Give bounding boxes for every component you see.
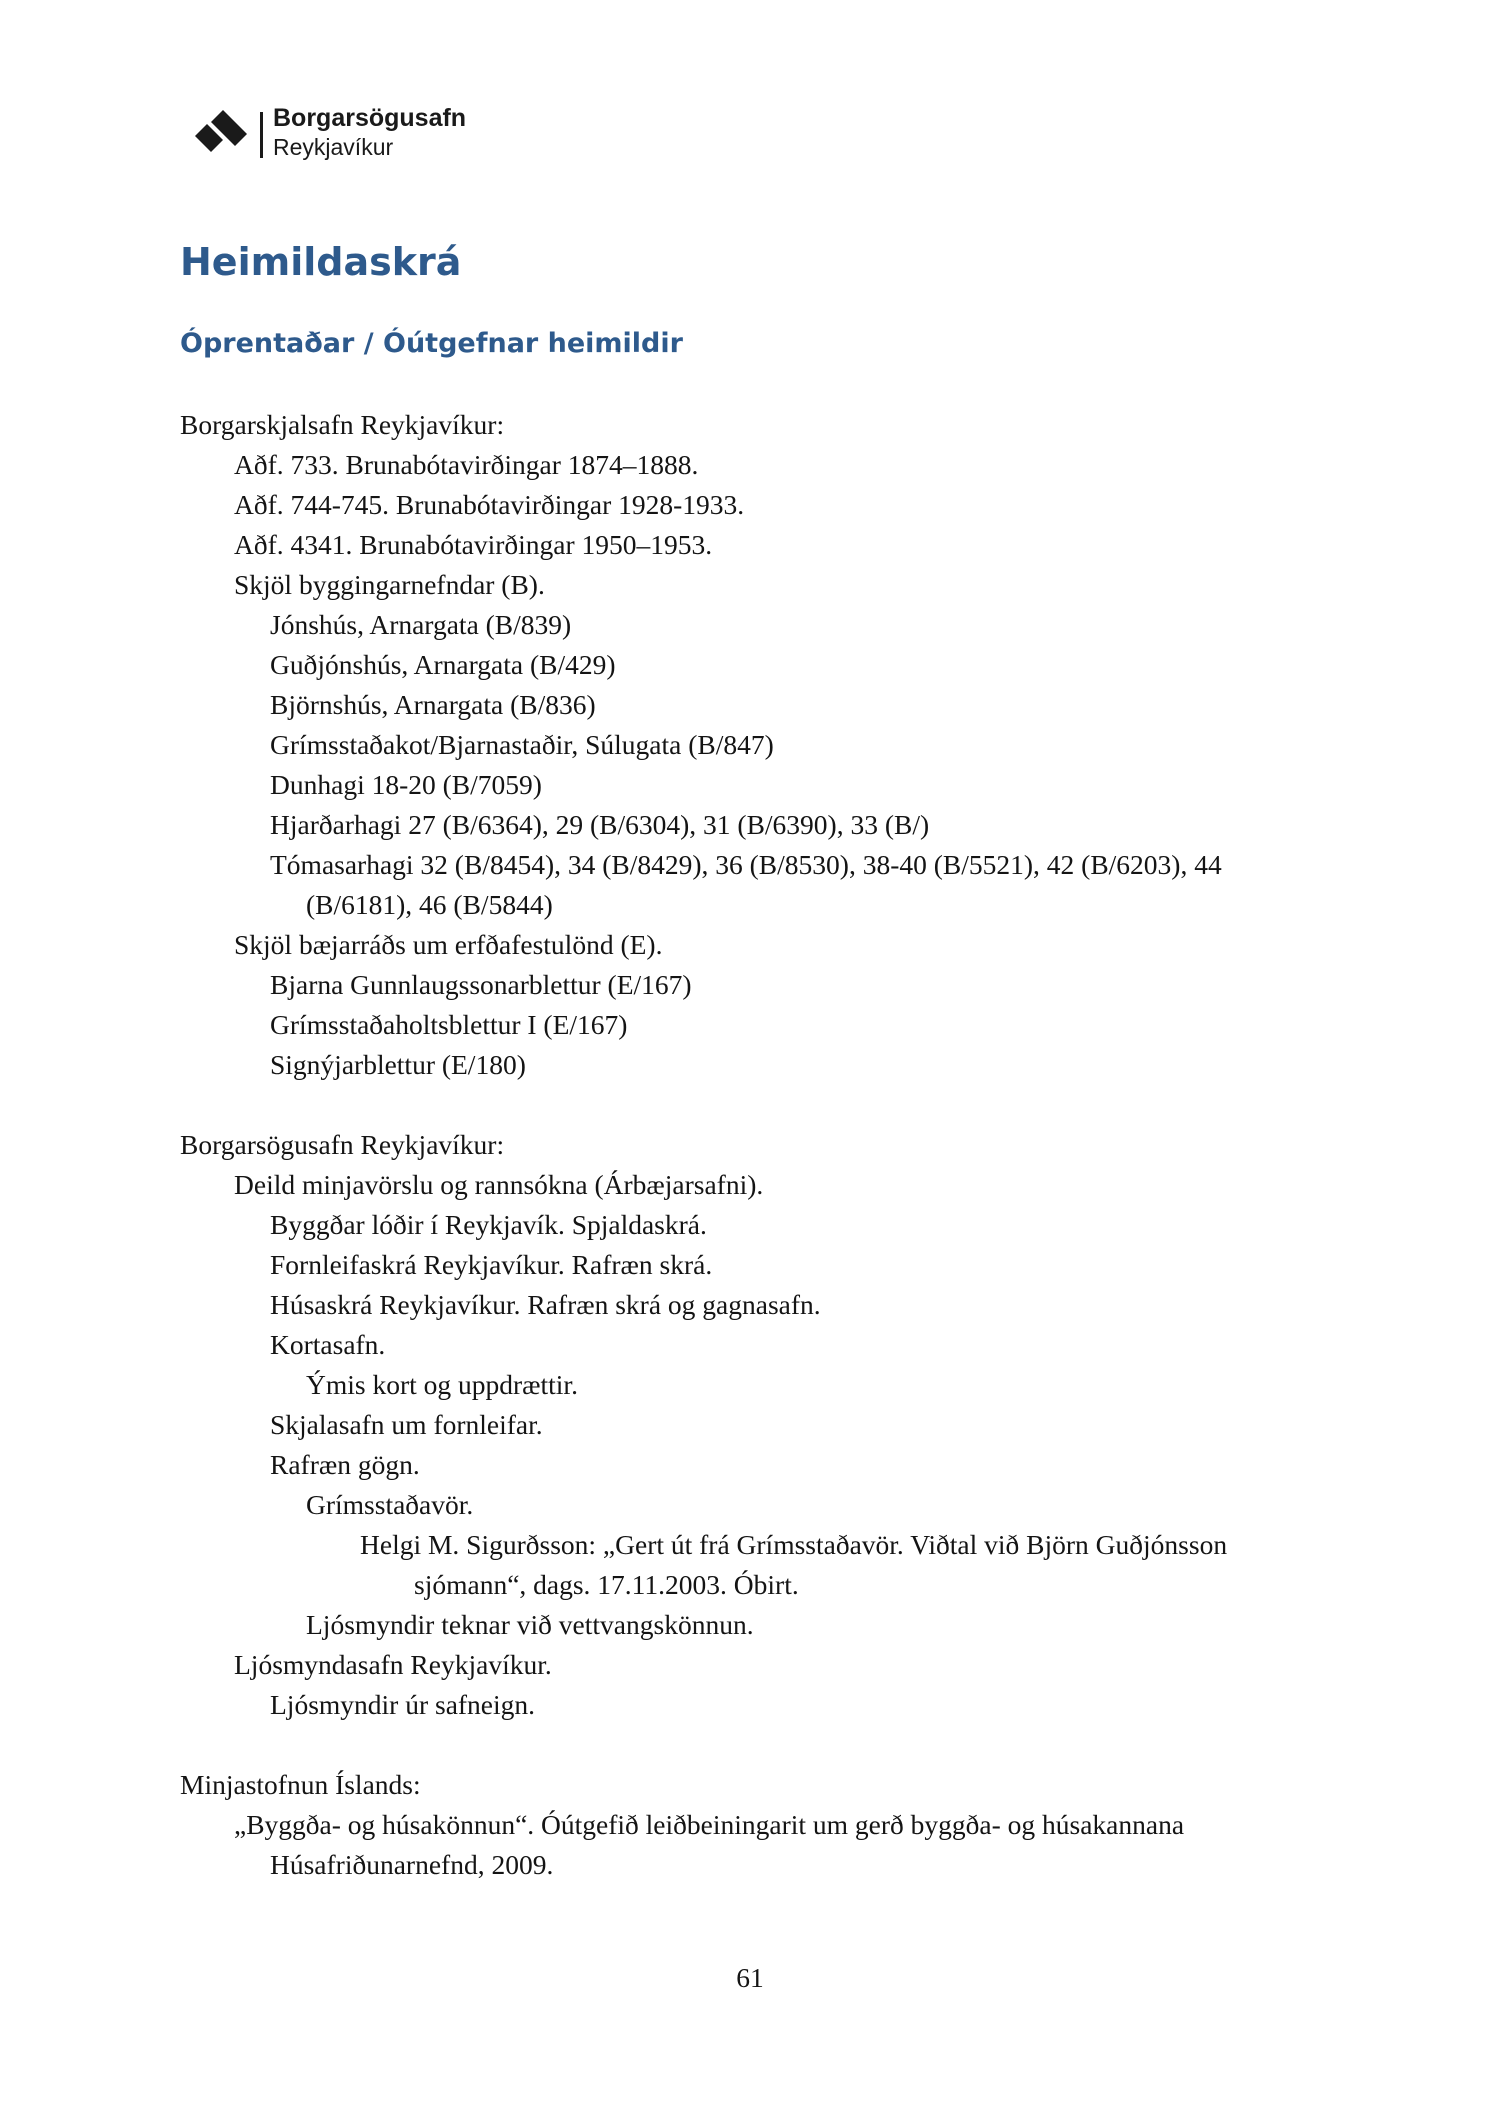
page-number: 61 <box>736 1962 764 1993</box>
entry-line: Skjöl byggingarnefndar (B). <box>234 569 545 600</box>
entry-line: Byggðar lóðir í Reykjavík. Spjaldaskrá. <box>270 1209 707 1240</box>
source-heading: Borgarsögusafn Reykjavíkur: <box>180 1129 505 1160</box>
entry-line: Helgi M. Sigurðsson: „Gert út frá Grímsstaðavör. Viðtal við Björn Guðjónsson <box>360 1529 1228 1560</box>
page-title: Heimildaskrá <box>180 240 462 284</box>
entry-line: Húsaskrá Reykjavíkur. Rafræn skrá og gagnasafn. <box>270 1289 821 1320</box>
entry-line: Jónshús, Arnargata (B/839) <box>270 609 572 640</box>
roof-chevron-icon <box>193 106 249 154</box>
entry-line: Ljósmyndir úr safneign. <box>270 1689 536 1720</box>
logo-divider <box>260 112 263 158</box>
section-subtitle: Óprentaðar / Óútgefnar heimildir <box>180 328 683 359</box>
entry-line: Grímsstaðavör. <box>306 1489 474 1520</box>
entry-line: Guðjónshús, Arnargata (B/429) <box>270 649 616 680</box>
entry-line: Aðf. 4341. Brunabótavirðingar 1950–1953. <box>234 529 713 560</box>
entry-line: sjómann“, dags. 17.11.2003. Óbirt. <box>414 1569 799 1600</box>
entry-line: Fornleifaskrá Reykjavíkur. Rafræn skrá. <box>270 1249 713 1280</box>
entry-line: Dunhagi 18-20 (B/7059) <box>270 769 542 800</box>
entry-line: Tómasarhagi 32 (B/8454), 34 (B/8429), 36 (B/8530), 38-40 (B/5521), 42 (B/6203), 44 <box>270 849 1222 880</box>
entry-line: Deild minjavörslu og rannsókna (Árbæjarsafni). <box>234 1169 764 1200</box>
entry-line: Skjalasafn um fornleifar. <box>270 1409 543 1440</box>
entry-line: Aðf. 733. Brunabótavirðingar 1874–1888. <box>234 449 699 480</box>
entry-line: Kortasafn. <box>270 1329 386 1360</box>
entry-line: Húsafriðunarnefnd, 2009. <box>270 1849 554 1880</box>
entry-line: Aðf. 744-745. Brunabótavirðingar 1928-1933. <box>234 489 745 520</box>
logo-name: Borgarsögusafn <box>273 104 467 132</box>
entry-line: (B/6181), 46 (B/5844) <box>306 889 553 920</box>
entry-line: Rafræn gögn. <box>270 1449 420 1480</box>
entry-line: Signýjarblettur (E/180) <box>270 1049 526 1080</box>
entry-line: Grímsstaðaholtsblettur I (E/167) <box>270 1009 628 1040</box>
entry-line: „Byggða- og húsakönnun“. Óútgefið leiðbeiningarit um gerð byggða- og húsakannana <box>234 1809 1185 1840</box>
entry-line: Bjarna Gunnlaugssonarblettur (E/167) <box>270 969 692 1000</box>
source-heading: Minjastofnun Íslands: <box>180 1769 421 1800</box>
entry-line: Björnshús, Arnargata (B/836) <box>270 689 596 720</box>
entry-line: Ljósmyndir teknar við vettvangskönnun. <box>306 1609 754 1640</box>
entry-line: Ljósmyndasafn Reykjavíkur. <box>234 1649 552 1680</box>
logo-subtitle: Reykjavíkur <box>273 134 394 160</box>
entry-line: Skjöl bæjarráðs um erfðafestulönd (E). <box>234 929 663 960</box>
entry-line: Hjarðarhagi 27 (B/6364), 29 (B/6304), 31 (B/6390), 33 (B/) <box>270 809 930 840</box>
entry-line: Ýmis kort og uppdrættir. <box>306 1369 578 1400</box>
source-heading: Borgarskjalsafn Reykjavíkur: <box>180 409 505 440</box>
entry-line: Grímsstaðakot/Bjarnastaðir, Súlugata (B/847) <box>270 729 774 760</box>
